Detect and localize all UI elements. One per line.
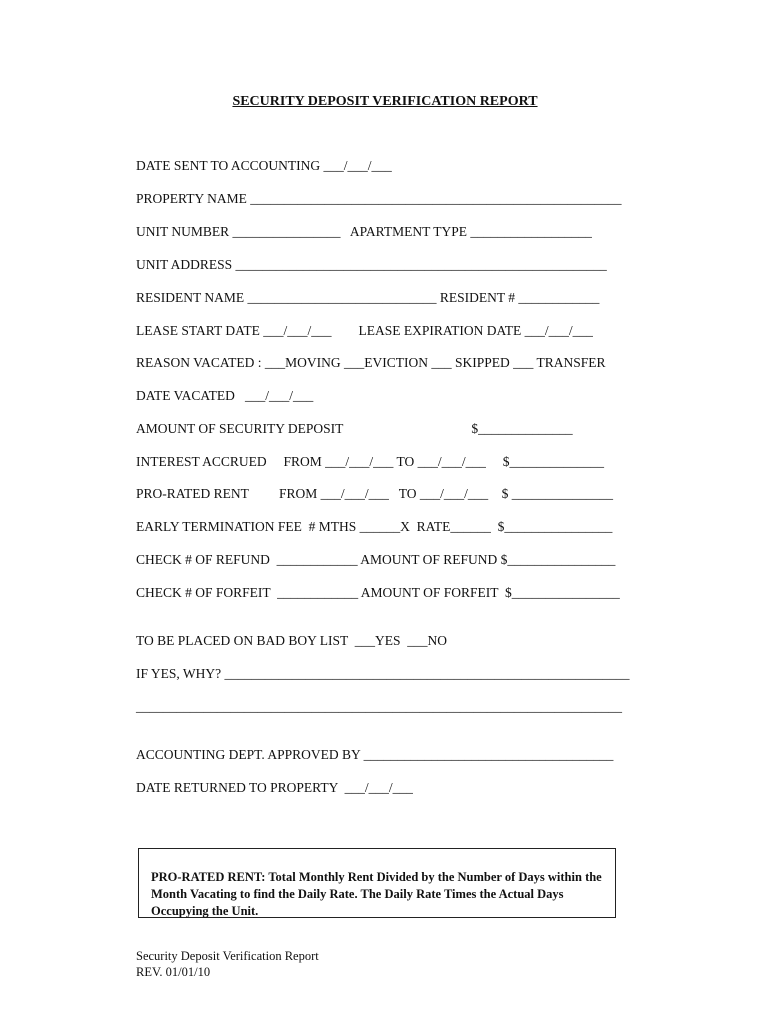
unit-number-apartment-type-field[interactable]: UNIT NUMBER ________________ APARTMENT TYPE __________________: [136, 224, 592, 239]
early-termination-fee-field[interactable]: EARLY TERMINATION FEE # MTHS ______X RATE______ $________________: [136, 519, 613, 534]
footer-form-name: Security Deposit Verification Report: [136, 949, 319, 963]
date-vacated-field[interactable]: DATE VACATED ___/___/___: [136, 388, 314, 403]
resident-name-number-field[interactable]: RESIDENT NAME ____________________________ RESIDENT # ____________: [136, 290, 600, 305]
lease-dates-field[interactable]: LEASE START DATE ___/___/___ LEASE EXPIRATION DATE ___/___/___: [136, 323, 593, 338]
unit-address-field[interactable]: UNIT ADDRESS _______________________________________________________: [136, 257, 607, 272]
forfeit-check-field[interactable]: CHECK # OF FORFEIT ____________ AMOUNT OF FORFEIT $________________: [136, 585, 620, 600]
date-returned-to-property-field[interactable]: DATE RETURNED TO PROPERTY ___/___/___: [136, 780, 413, 795]
accounting-approved-by-field[interactable]: ACCOUNTING DEPT. APPROVED BY _____________________________________: [136, 747, 614, 762]
reason-vacated-field[interactable]: REASON VACATED : ___MOVING ___EVICTION ___ SKIPPED ___ TRANSFER: [136, 355, 606, 370]
if-yes-why-continuation-field[interactable]: ________________________________________________________________________: [136, 699, 622, 714]
refund-check-field[interactable]: CHECK # OF REFUND ____________ AMOUNT OF REFUND $________________: [136, 552, 616, 567]
bad-boy-list-field[interactable]: TO BE PLACED ON BAD BOY LIST ___YES ___NO: [136, 633, 448, 648]
pro-rated-rent-note: PRO-RATED RENT: Total Monthly Rent Divided by the Number of Days within the Month Vacating to find the Daily Rate. The Daily Rate Times the Actual Days Occupying the Unit.: [138, 848, 616, 918]
if-yes-why-field[interactable]: IF YES, WHY? ____________________________________________________________: [136, 666, 630, 681]
security-deposit-amount-field[interactable]: AMOUNT OF SECURITY DEPOSIT $______________: [136, 421, 573, 436]
interest-accrued-field[interactable]: INTEREST ACCRUED FROM ___/___/___ TO ___/___/___ $______________: [136, 454, 605, 469]
footer-revision: REV. 01/01/10: [136, 965, 211, 979]
property-name-field[interactable]: PROPERTY NAME _______________________________________________________: [136, 191, 622, 206]
pro-rated-rent-field[interactable]: PRO-RATED RENT FROM ___/___/___ TO ___/___/___ $ _______________: [136, 486, 614, 501]
date-sent-to-accounting-field[interactable]: DATE SENT TO ACCOUNTING ___/___/___: [136, 158, 392, 173]
report-title: SECURITY DEPOSIT VERIFICATION REPORT: [232, 94, 538, 109]
